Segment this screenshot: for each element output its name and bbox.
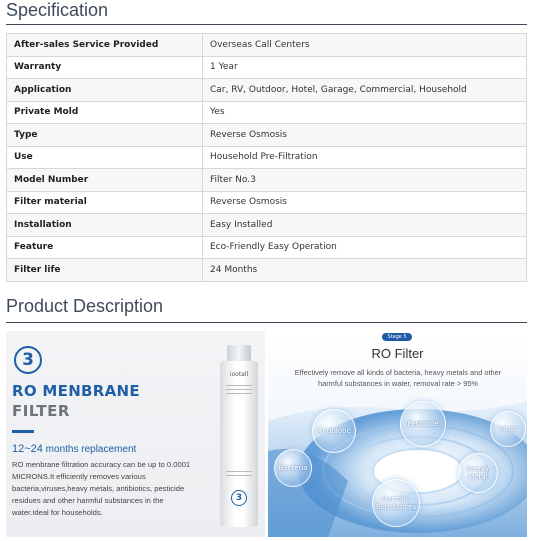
- spec-row: [7, 169, 527, 192]
- spec-key: Use: [7, 146, 203, 169]
- spec-value: Overseas Call Centers: [203, 34, 527, 57]
- bubble-heavy-metal: Heavy Metal: [458, 453, 498, 493]
- spec-row: [7, 34, 527, 57]
- replacement-months-value: 12~24: [12, 443, 43, 455]
- stage-badge: Stage 5: [382, 333, 412, 341]
- product-title-line2: FILTER: [12, 402, 70, 420]
- spec-value: 1 Year: [203, 56, 527, 79]
- spec-row: [7, 101, 527, 124]
- spec-value: Household Pre-Filtration: [203, 146, 527, 169]
- replacement-months-label: months replacement: [42, 444, 137, 455]
- spec-row: [7, 259, 527, 282]
- bubble-antibiotic: Antibiotic: [312, 409, 356, 453]
- spec-value: 24 Months: [203, 259, 527, 282]
- spec-key: Filter material: [7, 191, 203, 214]
- spec-key: Installation: [7, 214, 203, 237]
- stage-number-badge: 3: [14, 346, 42, 374]
- spec-key: Application: [7, 79, 203, 102]
- spec-row: [7, 79, 527, 102]
- spec-key: Type: [7, 124, 203, 147]
- cartridge-label-line: [226, 389, 252, 390]
- cartridge-number-badge: 3: [231, 490, 247, 506]
- spec-row: [7, 214, 527, 237]
- spec-key: Feature: [7, 236, 203, 259]
- specification-heading: Specification: [6, 0, 109, 20]
- spec-row: [7, 236, 527, 259]
- spec-key: Warranty: [7, 56, 203, 79]
- spec-key: After-sales Service Provided: [7, 34, 203, 57]
- spec-row: [7, 146, 527, 169]
- spec-row: [7, 56, 527, 79]
- accent-bar: [12, 430, 34, 433]
- spec-value: Easy Installed: [203, 214, 527, 237]
- spec-key: Model Number: [7, 169, 203, 192]
- cartridge-label-line: [226, 385, 252, 386]
- bubble-virus: Virus: [490, 411, 526, 447]
- product-description-text: RO menbrane filtration accuracy can be up to 0.0001 MICRONS.It efficiently removes various bacteria,viruses,heavy metals, antibiotics, pesticide residues and other harmful substances in the water.Ideal for households.: [12, 460, 191, 517]
- spec-value: Car, RV, Outdoor, Hotel, Garage, Commercial, Household: [203, 79, 527, 102]
- bubble-pesticide: Pesticide: [400, 401, 446, 447]
- spec-value: Reverse Osmosis: [203, 191, 527, 214]
- bubble-bacteria: Bacteria: [274, 449, 312, 487]
- filter-cartridge-illustration: [220, 345, 258, 527]
- spec-value: Reverse Osmosis: [203, 124, 527, 147]
- specification-divider: [6, 24, 527, 25]
- ro-filter-stage-image: [268, 331, 527, 537]
- cartridge-label-line: [226, 475, 252, 476]
- spec-key: Filter life: [7, 259, 203, 282]
- spec-value: Yes: [203, 101, 527, 124]
- product-title-line1: RO MENBRANE: [12, 382, 140, 400]
- cartridge-label-line: [226, 393, 252, 394]
- specification-table: [6, 33, 527, 282]
- product-description-divider: [6, 322, 527, 323]
- bubble-harmful-substances: Harmful Substances: [372, 479, 420, 527]
- spec-key: Private Mold: [7, 101, 203, 124]
- spec-row: [7, 124, 527, 147]
- cartridge-brand-label: iootall: [229, 371, 249, 378]
- cartridge-label-line: [226, 471, 252, 472]
- spec-value: Filter No.3: [203, 169, 527, 192]
- ro-membrane-product-image: [6, 331, 265, 537]
- spec-value: Eco-Friendly Easy Operation: [203, 236, 527, 259]
- product-description-heading: Product Description: [6, 296, 164, 316]
- ro-filter-description: Effectively remove all kinds of bacteria, heavy metals and other harmful substances in water, removal rate > 95%: [294, 368, 502, 388]
- ro-filter-title: RO Filter: [371, 346, 424, 361]
- replacement-period: [12, 443, 136, 455]
- spec-row: [7, 191, 527, 214]
